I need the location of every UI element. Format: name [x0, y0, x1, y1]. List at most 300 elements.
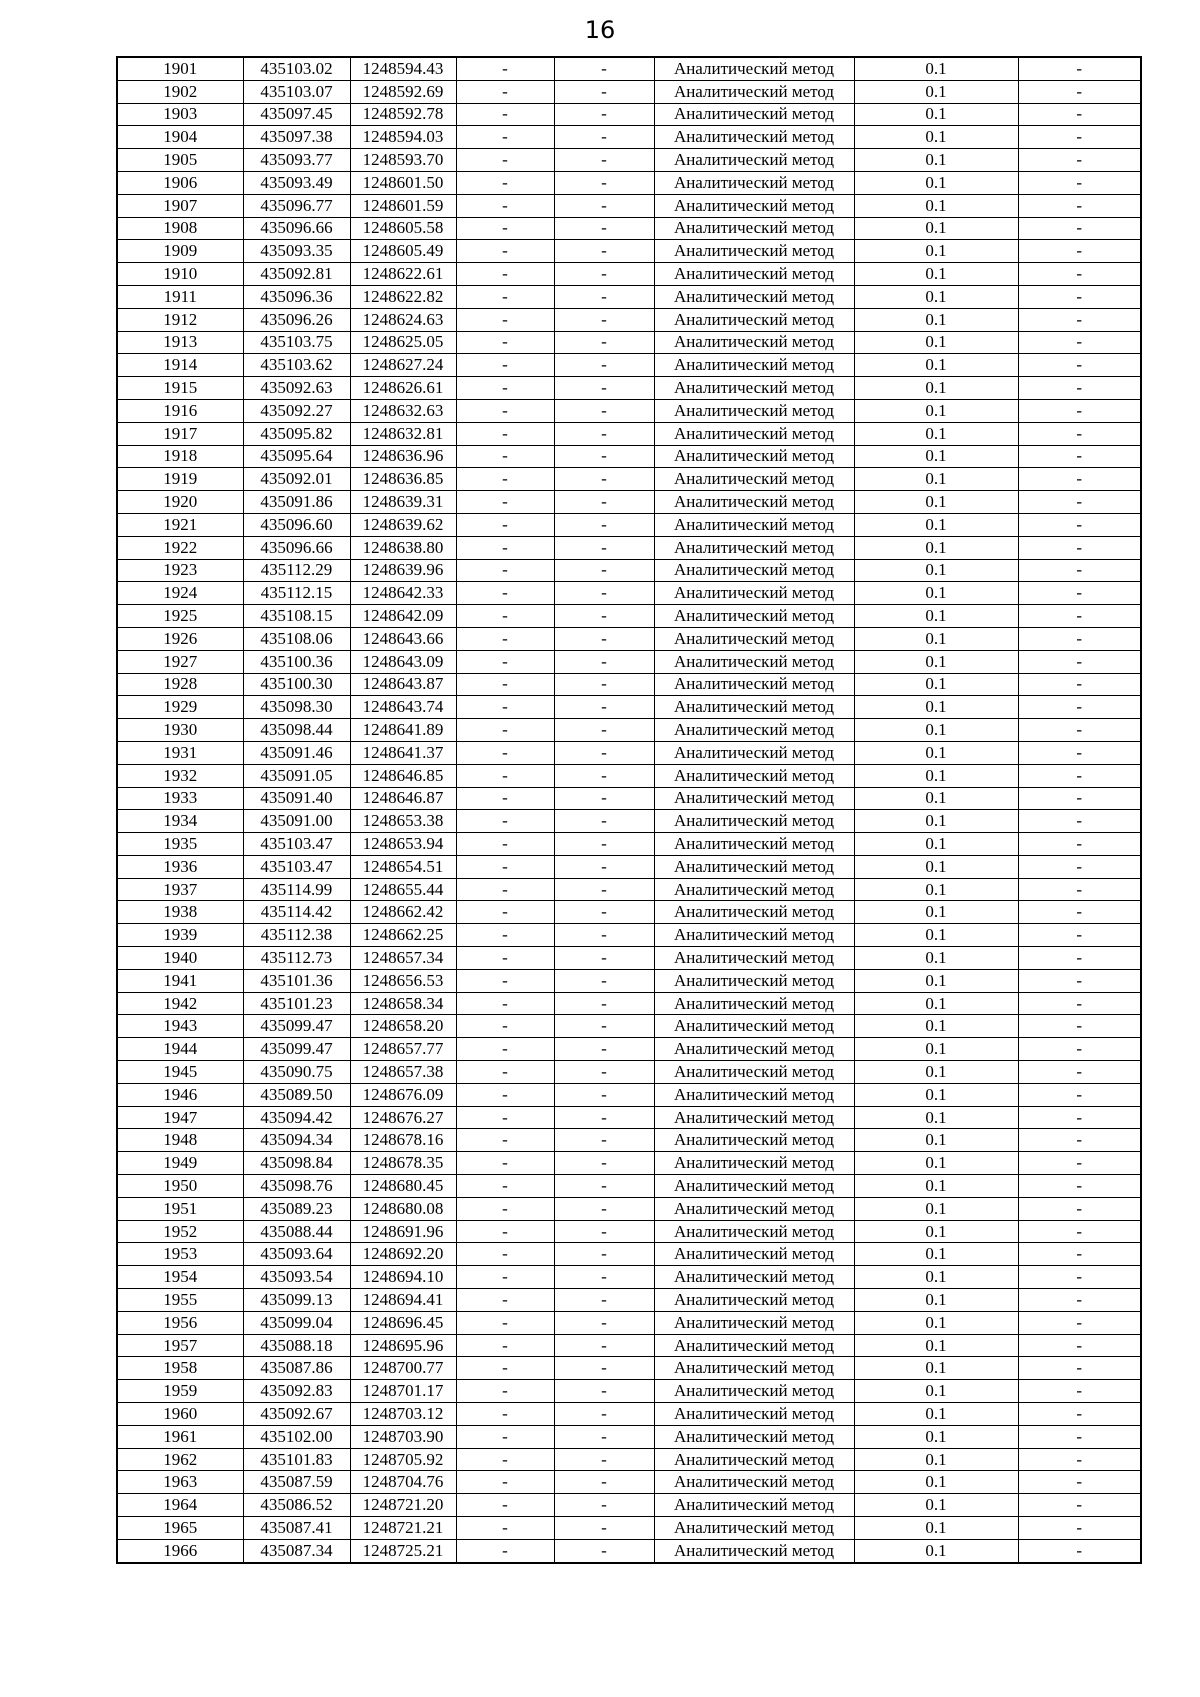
dash-cell-1: - — [456, 992, 554, 1015]
point-number-cell: 1952 — [117, 1220, 243, 1243]
x-coordinate-cell: 435092.27 — [243, 399, 350, 422]
dash-cell-3: - — [1018, 947, 1141, 970]
point-number-cell: 1916 — [117, 399, 243, 422]
dash-cell-2: - — [554, 787, 654, 810]
y-coordinate-cell: 1248601.50 — [350, 171, 456, 194]
x-coordinate-cell: 435089.23 — [243, 1197, 350, 1220]
accuracy-cell: 0.1 — [854, 1289, 1018, 1312]
point-number-cell: 1918 — [117, 445, 243, 468]
method-cell: Аналитический метод — [654, 399, 854, 422]
accuracy-cell: 0.1 — [854, 103, 1018, 126]
dash-cell-1: - — [456, 1152, 554, 1175]
accuracy-cell: 0.1 — [854, 833, 1018, 856]
x-coordinate-cell: 435098.76 — [243, 1175, 350, 1198]
table-row — [117, 1266, 1141, 1289]
dash-cell-1: - — [456, 103, 554, 126]
dash-cell-1: - — [456, 719, 554, 742]
method-cell: Аналитический метод — [654, 536, 854, 559]
x-coordinate-cell: 435089.50 — [243, 1083, 350, 1106]
y-coordinate-cell: 1248695.96 — [350, 1334, 456, 1357]
dash-cell-3: - — [1018, 1038, 1141, 1061]
dash-cell-2: - — [554, 1129, 654, 1152]
accuracy-cell: 0.1 — [854, 582, 1018, 605]
accuracy-cell: 0.1 — [854, 240, 1018, 263]
dash-cell-1: - — [456, 194, 554, 217]
y-coordinate-cell: 1248657.34 — [350, 947, 456, 970]
dash-cell-3: - — [1018, 1175, 1141, 1198]
dash-cell-2: - — [554, 240, 654, 263]
method-cell: Аналитический метод — [654, 1311, 854, 1334]
dash-cell-1: - — [456, 559, 554, 582]
table-row — [117, 308, 1141, 331]
dash-cell-2: - — [554, 855, 654, 878]
point-number-cell: 1966 — [117, 1539, 243, 1562]
table-row — [117, 1083, 1141, 1106]
method-cell: Аналитический метод — [654, 833, 854, 856]
x-coordinate-cell: 435098.44 — [243, 719, 350, 742]
y-coordinate-cell: 1248593.70 — [350, 149, 456, 172]
dash-cell-2: - — [554, 377, 654, 400]
y-coordinate-cell: 1248678.16 — [350, 1129, 456, 1152]
dash-cell-1: - — [456, 354, 554, 377]
y-coordinate-cell: 1248646.87 — [350, 787, 456, 810]
x-coordinate-cell: 435101.36 — [243, 969, 350, 992]
x-coordinate-cell: 435093.49 — [243, 171, 350, 194]
point-number-cell: 1951 — [117, 1197, 243, 1220]
dash-cell-1: - — [456, 1220, 554, 1243]
table-row — [117, 1015, 1141, 1038]
x-coordinate-cell: 435096.60 — [243, 513, 350, 536]
dash-cell-3: - — [1018, 263, 1141, 286]
dash-cell-2: - — [554, 1175, 654, 1198]
dash-cell-2: - — [554, 1425, 654, 1448]
dash-cell-3: - — [1018, 878, 1141, 901]
dash-cell-1: - — [456, 1311, 554, 1334]
y-coordinate-cell: 1248642.33 — [350, 582, 456, 605]
table-row — [117, 582, 1141, 605]
x-coordinate-cell: 435092.81 — [243, 263, 350, 286]
x-coordinate-cell: 435112.15 — [243, 582, 350, 605]
y-coordinate-cell: 1248662.42 — [350, 901, 456, 924]
accuracy-cell: 0.1 — [854, 810, 1018, 833]
dash-cell-1: - — [456, 513, 554, 536]
table-row — [117, 171, 1141, 194]
accuracy-cell: 0.1 — [854, 627, 1018, 650]
method-cell: Аналитический метод — [654, 1220, 854, 1243]
point-number-cell: 1961 — [117, 1425, 243, 1448]
dash-cell-2: - — [554, 445, 654, 468]
y-coordinate-cell: 1248656.53 — [350, 969, 456, 992]
method-cell: Аналитический метод — [654, 285, 854, 308]
accuracy-cell: 0.1 — [854, 1152, 1018, 1175]
y-coordinate-cell: 1248643.09 — [350, 650, 456, 673]
dash-cell-3: - — [1018, 810, 1141, 833]
dash-cell-3: - — [1018, 650, 1141, 673]
dash-cell-1: - — [456, 1129, 554, 1152]
dash-cell-3: - — [1018, 1289, 1141, 1312]
accuracy-cell: 0.1 — [854, 285, 1018, 308]
accuracy-cell: 0.1 — [854, 764, 1018, 787]
x-coordinate-cell: 435103.47 — [243, 855, 350, 878]
method-cell: Аналитический метод — [654, 1129, 854, 1152]
accuracy-cell: 0.1 — [854, 650, 1018, 673]
dash-cell-2: - — [554, 1061, 654, 1084]
table-row — [117, 878, 1141, 901]
dash-cell-3: - — [1018, 217, 1141, 240]
accuracy-cell: 0.1 — [854, 559, 1018, 582]
dash-cell-3: - — [1018, 1106, 1141, 1129]
dash-cell-3: - — [1018, 445, 1141, 468]
table-row — [117, 1061, 1141, 1084]
dash-cell-3: - — [1018, 1129, 1141, 1152]
x-coordinate-cell: 435096.66 — [243, 536, 350, 559]
y-coordinate-cell: 1248643.66 — [350, 627, 456, 650]
y-coordinate-cell: 1248676.27 — [350, 1106, 456, 1129]
point-number-cell: 1911 — [117, 285, 243, 308]
dash-cell-2: - — [554, 149, 654, 172]
x-coordinate-cell: 435092.83 — [243, 1380, 350, 1403]
point-number-cell: 1915 — [117, 377, 243, 400]
accuracy-cell: 0.1 — [854, 217, 1018, 240]
dash-cell-3: - — [1018, 1471, 1141, 1494]
method-cell: Аналитический метод — [654, 878, 854, 901]
x-coordinate-cell: 435091.40 — [243, 787, 350, 810]
point-number-cell: 1964 — [117, 1494, 243, 1517]
dash-cell-1: - — [456, 1494, 554, 1517]
dash-cell-3: - — [1018, 194, 1141, 217]
dash-cell-2: - — [554, 947, 654, 970]
dash-cell-1: - — [456, 969, 554, 992]
point-number-cell: 1930 — [117, 719, 243, 742]
method-cell: Аналитический метод — [654, 422, 854, 445]
accuracy-cell: 0.1 — [854, 1175, 1018, 1198]
point-number-cell: 1926 — [117, 627, 243, 650]
y-coordinate-cell: 1248691.96 — [350, 1220, 456, 1243]
table-row — [117, 650, 1141, 673]
table-row — [117, 1334, 1141, 1357]
point-number-cell: 1959 — [117, 1380, 243, 1403]
dash-cell-2: - — [554, 1220, 654, 1243]
dash-cell-2: - — [554, 57, 654, 80]
x-coordinate-cell: 435098.30 — [243, 696, 350, 719]
y-coordinate-cell: 1248657.38 — [350, 1061, 456, 1084]
table-row — [117, 194, 1141, 217]
table-row — [117, 764, 1141, 787]
accuracy-cell: 0.1 — [854, 80, 1018, 103]
point-number-cell: 1921 — [117, 513, 243, 536]
dash-cell-3: - — [1018, 1517, 1141, 1540]
accuracy-cell: 0.1 — [854, 331, 1018, 354]
y-coordinate-cell: 1248694.10 — [350, 1266, 456, 1289]
dash-cell-1: - — [456, 331, 554, 354]
y-coordinate-cell: 1248680.45 — [350, 1175, 456, 1198]
table-row — [117, 1220, 1141, 1243]
x-coordinate-cell: 435097.45 — [243, 103, 350, 126]
dash-cell-1: - — [456, 422, 554, 445]
table-row — [117, 1448, 1141, 1471]
dash-cell-2: - — [554, 194, 654, 217]
dash-cell-3: - — [1018, 1311, 1141, 1334]
dash-cell-1: - — [456, 1425, 554, 1448]
y-coordinate-cell: 1248721.21 — [350, 1517, 456, 1540]
dash-cell-3: - — [1018, 559, 1141, 582]
accuracy-cell: 0.1 — [854, 1357, 1018, 1380]
dash-cell-1: - — [456, 696, 554, 719]
method-cell: Аналитический метод — [654, 719, 854, 742]
point-number-cell: 1936 — [117, 855, 243, 878]
dash-cell-2: - — [554, 741, 654, 764]
dash-cell-2: - — [554, 605, 654, 628]
accuracy-cell: 0.1 — [854, 787, 1018, 810]
dash-cell-3: - — [1018, 855, 1141, 878]
method-cell: Аналитический метод — [654, 149, 854, 172]
accuracy-cell: 0.1 — [854, 1311, 1018, 1334]
dash-cell-2: - — [554, 80, 654, 103]
y-coordinate-cell: 1248625.05 — [350, 331, 456, 354]
dash-cell-1: - — [456, 308, 554, 331]
accuracy-cell: 0.1 — [854, 491, 1018, 514]
dash-cell-2: - — [554, 833, 654, 856]
accuracy-cell: 0.1 — [854, 855, 1018, 878]
dash-cell-1: - — [456, 399, 554, 422]
dash-cell-1: - — [456, 491, 554, 514]
accuracy-cell: 0.1 — [854, 924, 1018, 947]
dash-cell-2: - — [554, 764, 654, 787]
dash-cell-2: - — [554, 1197, 654, 1220]
dash-cell-2: - — [554, 1448, 654, 1471]
method-cell: Аналитический метод — [654, 57, 854, 80]
x-coordinate-cell: 435101.23 — [243, 992, 350, 1015]
y-coordinate-cell: 1248705.92 — [350, 1448, 456, 1471]
y-coordinate-cell: 1248626.61 — [350, 377, 456, 400]
accuracy-cell: 0.1 — [854, 171, 1018, 194]
point-number-cell: 1937 — [117, 878, 243, 901]
accuracy-cell: 0.1 — [854, 719, 1018, 742]
x-coordinate-cell: 435096.26 — [243, 308, 350, 331]
y-coordinate-cell: 1248594.03 — [350, 126, 456, 149]
x-coordinate-cell: 435099.13 — [243, 1289, 350, 1312]
x-coordinate-cell: 435114.99 — [243, 878, 350, 901]
table-row — [117, 1243, 1141, 1266]
dash-cell-1: - — [456, 855, 554, 878]
point-number-cell: 1912 — [117, 308, 243, 331]
point-number-cell: 1940 — [117, 947, 243, 970]
y-coordinate-cell: 1248642.09 — [350, 605, 456, 628]
accuracy-cell: 0.1 — [854, 673, 1018, 696]
method-cell: Аналитический метод — [654, 1289, 854, 1312]
method-cell: Аналитический метод — [654, 969, 854, 992]
y-coordinate-cell: 1248694.41 — [350, 1289, 456, 1312]
table-row — [117, 285, 1141, 308]
dash-cell-3: - — [1018, 1334, 1141, 1357]
method-cell: Аналитический метод — [654, 445, 854, 468]
dash-cell-2: - — [554, 696, 654, 719]
dash-cell-3: - — [1018, 1380, 1141, 1403]
x-coordinate-cell: 435103.75 — [243, 331, 350, 354]
table-row — [117, 57, 1141, 80]
method-cell: Аналитический метод — [654, 810, 854, 833]
method-cell: Аналитический метод — [654, 1425, 854, 1448]
method-cell: Аналитический метод — [654, 468, 854, 491]
accuracy-cell: 0.1 — [854, 605, 1018, 628]
accuracy-cell: 0.1 — [854, 878, 1018, 901]
method-cell: Аналитический метод — [654, 1266, 854, 1289]
table-row — [117, 833, 1141, 856]
x-coordinate-cell: 435100.30 — [243, 673, 350, 696]
y-coordinate-cell: 1248725.21 — [350, 1539, 456, 1562]
x-coordinate-cell: 435088.18 — [243, 1334, 350, 1357]
dash-cell-3: - — [1018, 126, 1141, 149]
table-row — [117, 80, 1141, 103]
x-coordinate-cell: 435112.29 — [243, 559, 350, 582]
method-cell: Аналитический метод — [654, 741, 854, 764]
point-number-cell: 1909 — [117, 240, 243, 263]
x-coordinate-cell: 435098.84 — [243, 1152, 350, 1175]
method-cell: Аналитический метод — [654, 605, 854, 628]
dash-cell-1: - — [456, 673, 554, 696]
table-row — [117, 240, 1141, 263]
method-cell: Аналитический метод — [654, 855, 854, 878]
table-row — [117, 787, 1141, 810]
method-cell: Аналитический метод — [654, 1015, 854, 1038]
dash-cell-1: - — [456, 605, 554, 628]
y-coordinate-cell: 1248622.82 — [350, 285, 456, 308]
dash-cell-3: - — [1018, 1083, 1141, 1106]
dash-cell-3: - — [1018, 513, 1141, 536]
dash-cell-1: - — [456, 833, 554, 856]
dash-cell-1: - — [456, 217, 554, 240]
y-coordinate-cell: 1248704.76 — [350, 1471, 456, 1494]
dash-cell-3: - — [1018, 787, 1141, 810]
point-number-cell: 1932 — [117, 764, 243, 787]
point-number-cell: 1942 — [117, 992, 243, 1015]
dash-cell-2: - — [554, 1403, 654, 1426]
y-coordinate-cell: 1248632.81 — [350, 422, 456, 445]
accuracy-cell: 0.1 — [854, 947, 1018, 970]
table-row — [117, 149, 1141, 172]
table-row — [117, 422, 1141, 445]
x-coordinate-cell: 435112.73 — [243, 947, 350, 970]
method-cell: Аналитический метод — [654, 696, 854, 719]
dash-cell-1: - — [456, 1448, 554, 1471]
accuracy-cell: 0.1 — [854, 901, 1018, 924]
table-row — [117, 217, 1141, 240]
dash-cell-3: - — [1018, 969, 1141, 992]
accuracy-cell: 0.1 — [854, 1266, 1018, 1289]
dash-cell-3: - — [1018, 491, 1141, 514]
accuracy-cell: 0.1 — [854, 1197, 1018, 1220]
dash-cell-1: - — [456, 1471, 554, 1494]
y-coordinate-cell: 1248653.38 — [350, 810, 456, 833]
dash-cell-3: - — [1018, 1425, 1141, 1448]
dash-cell-2: - — [554, 1494, 654, 1517]
y-coordinate-cell: 1248653.94 — [350, 833, 456, 856]
dash-cell-3: - — [1018, 422, 1141, 445]
method-cell: Аналитический метод — [654, 1197, 854, 1220]
x-coordinate-cell: 435086.52 — [243, 1494, 350, 1517]
accuracy-cell: 0.1 — [854, 1471, 1018, 1494]
dash-cell-3: - — [1018, 536, 1141, 559]
y-coordinate-cell: 1248654.51 — [350, 855, 456, 878]
x-coordinate-cell: 435108.15 — [243, 605, 350, 628]
dash-cell-1: - — [456, 149, 554, 172]
point-number-cell: 1934 — [117, 810, 243, 833]
x-coordinate-cell: 435092.67 — [243, 1403, 350, 1426]
table-row — [117, 445, 1141, 468]
dash-cell-2: - — [554, 992, 654, 1015]
accuracy-cell: 0.1 — [854, 1403, 1018, 1426]
table-row — [117, 1494, 1141, 1517]
method-cell: Аналитический метод — [654, 331, 854, 354]
x-coordinate-cell: 435096.66 — [243, 217, 350, 240]
dash-cell-2: - — [554, 1038, 654, 1061]
dash-cell-2: - — [554, 1106, 654, 1129]
dash-cell-3: - — [1018, 1152, 1141, 1175]
dash-cell-1: - — [456, 1061, 554, 1084]
dash-cell-3: - — [1018, 1448, 1141, 1471]
dash-cell-2: - — [554, 1357, 654, 1380]
x-coordinate-cell: 435112.38 — [243, 924, 350, 947]
dash-cell-2: - — [554, 308, 654, 331]
method-cell: Аналитический метод — [654, 1539, 854, 1562]
table-row — [117, 126, 1141, 149]
dash-cell-3: - — [1018, 582, 1141, 605]
table-row — [117, 1152, 1141, 1175]
accuracy-cell: 0.1 — [854, 354, 1018, 377]
method-cell: Аналитический метод — [654, 354, 854, 377]
dash-cell-2: - — [554, 810, 654, 833]
point-number-cell: 1950 — [117, 1175, 243, 1198]
dash-cell-2: - — [554, 263, 654, 286]
method-cell: Аналитический метод — [654, 1357, 854, 1380]
dash-cell-3: - — [1018, 1197, 1141, 1220]
point-number-cell: 1956 — [117, 1311, 243, 1334]
accuracy-cell: 0.1 — [854, 263, 1018, 286]
y-coordinate-cell: 1248601.59 — [350, 194, 456, 217]
table-row — [117, 559, 1141, 582]
x-coordinate-cell: 435103.02 — [243, 57, 350, 80]
x-coordinate-cell: 435094.42 — [243, 1106, 350, 1129]
point-number-cell: 1933 — [117, 787, 243, 810]
table-row — [117, 513, 1141, 536]
x-coordinate-cell: 435093.77 — [243, 149, 350, 172]
point-number-cell: 1949 — [117, 1152, 243, 1175]
table-row — [117, 947, 1141, 970]
dash-cell-2: - — [554, 719, 654, 742]
table-row — [117, 719, 1141, 742]
x-coordinate-cell: 435087.86 — [243, 1357, 350, 1380]
dash-cell-3: - — [1018, 377, 1141, 400]
x-coordinate-cell: 435102.00 — [243, 1425, 350, 1448]
y-coordinate-cell: 1248680.08 — [350, 1197, 456, 1220]
dash-cell-2: - — [554, 901, 654, 924]
y-coordinate-cell: 1248657.77 — [350, 1038, 456, 1061]
dash-cell-2: - — [554, 1266, 654, 1289]
dash-cell-2: - — [554, 285, 654, 308]
point-number-cell: 1913 — [117, 331, 243, 354]
accuracy-cell: 0.1 — [854, 1106, 1018, 1129]
accuracy-cell: 0.1 — [854, 422, 1018, 445]
x-coordinate-cell: 435100.36 — [243, 650, 350, 673]
method-cell: Аналитический метод — [654, 627, 854, 650]
dash-cell-1: - — [456, 1243, 554, 1266]
y-coordinate-cell: 1248605.49 — [350, 240, 456, 263]
accuracy-cell: 0.1 — [854, 1243, 1018, 1266]
table-row — [117, 1197, 1141, 1220]
dash-cell-2: - — [554, 536, 654, 559]
x-coordinate-cell: 435103.07 — [243, 80, 350, 103]
method-cell: Аналитический метод — [654, 1334, 854, 1357]
